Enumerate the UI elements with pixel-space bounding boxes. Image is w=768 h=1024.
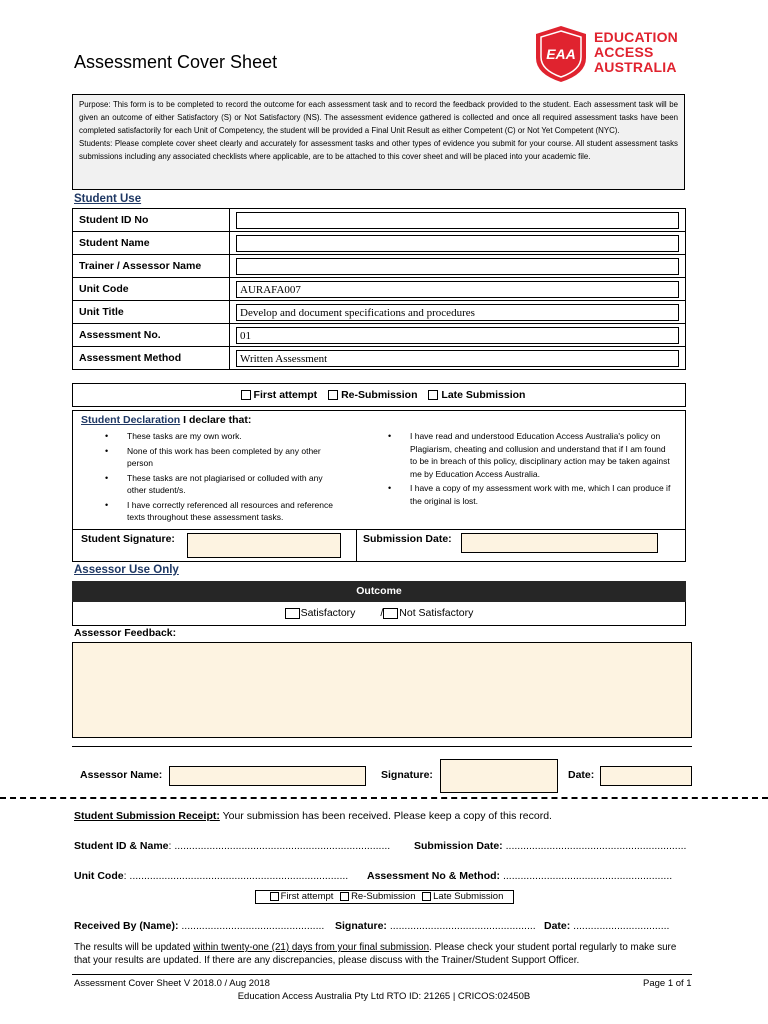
assessor-date-field[interactable] [600,766,692,786]
table-row [73,232,686,255]
student-signature-field[interactable] [187,533,341,558]
purpose-box [72,94,685,190]
field-input[interactable]: AURAFA007 [236,281,679,298]
field-input[interactable] [236,258,679,275]
resubmission-checkbox[interactable] [328,390,338,400]
field-label: Student ID No [73,209,230,232]
logo-wordmark: EDUCATION ACCESS AUSTRALIA [594,29,678,75]
receipt-unit-code: Unit Code: ........................................................................... [74,870,349,882]
assessor-signature-label: Signature: [381,769,433,781]
receipt-first-attempt-checkbox[interactable] [270,892,279,901]
table-row [73,255,686,278]
satisfactory-checkbox[interactable] [285,608,300,619]
field-label: Assessment No. [73,324,230,347]
list-item: • None of this work has been completed by any other person [127,445,343,470]
receipt-resubmission-checkbox[interactable] [340,892,349,901]
logo-mark: EAA [546,46,576,62]
divider [72,974,692,975]
cut-line [0,797,768,799]
divider [356,530,357,561]
attempt-options: First attempt Re-Submission Late Submission [72,383,686,407]
late-submission-checkbox[interactable] [428,390,438,400]
field-label: Student Name [73,232,230,255]
submission-date-label: Submission Date: [363,533,452,545]
student-use-table [72,208,686,370]
receipt-submission-date: Submission Date: .............................................................. [414,840,687,852]
list-item: • I have read and understood Education Access Australia's policy on Plagiarism, cheating and collusion and understand that if I am found to be in breach of this policy, disciplinary action may be taken against me by Education Access Australia. [410,430,675,480]
field-label: Unit Title [73,301,230,324]
declaration-list-right [410,430,675,509]
receipt-signature: Signature: .................................................. [335,920,536,932]
assessor-feedback-label: Assessor Feedback: [74,627,177,639]
brand-logo [532,24,692,84]
assessor-use-heading: Assessor Use Only [74,564,179,576]
list-item: • I have a copy of my assessment work with me, which I can produce if the original is lost. [410,482,675,507]
divider [72,746,692,747]
footer-version: Assessment Cover Sheet V 2018.0 / Aug 2018 [74,978,270,989]
outcome-options: Satisfactory / Not Satisfactory [72,602,686,626]
table-row [73,278,686,301]
purpose-text: Purpose: This form is to be completed to record the outcome for each assessment task and to record the feedback provided to the student. Each assessment task will be given an outcome of either Satisfactory (S) or Not Satisfactory (NS). The assessment evidence gathered is collected and once all required assessment tasks have been completed satisfactorily for each Unit of Competency, the student will be provided a Final Unit Result as either Competent (C) or Not Yet Competent (NYC). [79,100,678,135]
student-signature-label: Student Signature: [81,533,175,545]
receipt-date: Date: ................................. [544,920,670,932]
table-row [73,209,686,232]
assessor-date-label: Date: [568,769,595,781]
receipt-late-submission-checkbox[interactable] [422,892,431,901]
first-attempt-checkbox[interactable] [241,390,251,400]
field-input[interactable] [236,212,679,229]
student-declaration [72,410,686,530]
receipt-id-name: Student ID & Name: .......................................................................... [74,840,391,852]
assessor-name-field[interactable] [169,766,366,786]
list-item: • These tasks are not plagiarised or colluded with any other student/s. [127,472,343,497]
not-satisfactory-checkbox[interactable] [383,608,398,619]
field-input[interactable]: 01 [236,327,679,344]
receipt-attempt-options: First attempt Re-Submission Late Submission [255,890,514,904]
field-label: Unit Code [73,278,230,301]
table-row [73,347,686,370]
footer-company: Education Access Australia Pty Ltd RTO ID: 21265 | CRICOS:02450B [237,991,531,1002]
list-item: • These tasks are my own work. [127,430,343,443]
student-signature-row [72,530,686,562]
declaration-title: Student Declaration I declare that: [81,414,252,426]
outcome-header: Outcome [72,581,686,602]
student-use-heading: Student Use [74,193,142,205]
assessor-name-label: Assessor Name: [80,769,163,781]
declaration-list-left [127,430,343,526]
field-input[interactable]: Develop and document specifications and procedures [236,304,679,321]
table-row [73,324,686,347]
field-label: Assessment Method [73,347,230,370]
students-text: Students: Please complete cover sheet clearly and accurately for assessment tasks and other types of evidence you submit for your course. All student assessment tasks submissions including any associated checklists where applicable, are to be attached to this cover sheet and will be placed into your academic file. [79,139,678,161]
table-row [73,301,686,324]
results-notice: The results will be updated within twenty-one (21) days from your final submission. Please check your student portal regularly to make sure that your results are updated. If there are any discrepancies, please discuss with the Trainer/Student Support Officer. [74,942,677,966]
field-label: Trainer / Assessor Name [73,255,230,278]
page-title: Assessment Cover Sheet [74,52,278,72]
assessor-signature-field[interactable] [440,759,558,793]
list-item: • I have correctly referenced all resources and reference texts throughout these assessment tasks. [127,499,343,524]
assessor-feedback-field[interactable] [72,642,692,738]
receipt-intro: Student Submission Receipt: Your submission has been received. Please keep a copy of this record. [74,810,552,822]
field-input[interactable] [236,235,679,252]
receipt-received-by: Received By (Name): ................................................. [74,920,325,932]
submission-date-field[interactable] [461,533,658,553]
receipt-assessment: Assessment No & Method: .......................................................... [367,870,673,882]
footer-page: Page 1 of 1 [643,978,692,989]
field-input[interactable]: Written Assessment [236,350,679,367]
